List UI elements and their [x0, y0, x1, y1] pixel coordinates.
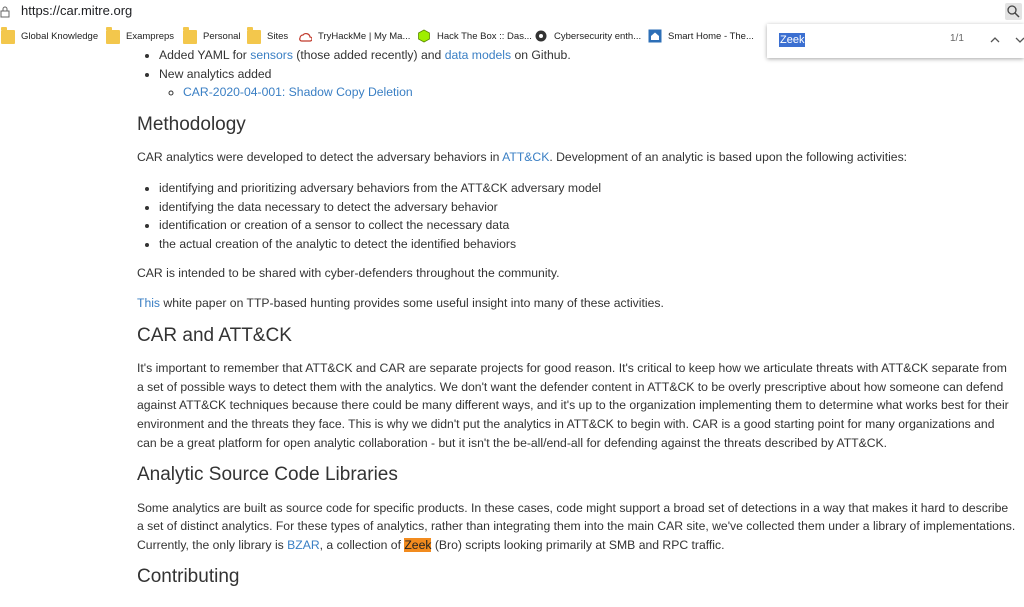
- bookmark-global-knowledge[interactable]: Global Knowledge: [1, 26, 98, 46]
- find-in-page-icon[interactable]: [1005, 3, 1022, 20]
- hackthebox-icon: [417, 29, 431, 43]
- attack-link[interactable]: ATT&CK: [502, 150, 550, 165]
- address-bar[interactable]: [0, 0, 1024, 24]
- data-models-link[interactable]: data models: [444, 48, 512, 62]
- list-item: • identifying the data necessary to detect the adversary behavior: [159, 198, 1017, 217]
- methodology-shared: CAR is intended to be shared with cyber-defenders throughout the community.: [137, 266, 560, 281]
- list-item: • Added YAML for sensors (those added recently) and data models on Github.: [159, 46, 1017, 65]
- bookmark-tryhackme[interactable]: TryHackMe | My Ma...: [298, 26, 410, 46]
- bookmark-smart-home[interactable]: Smart Home - The...: [648, 26, 754, 46]
- folder-icon: [1, 30, 15, 44]
- libraries-heading: Analytic Source Code Libraries: [137, 464, 398, 486]
- bookmark-personal[interactable]: Personal: [183, 26, 241, 46]
- lock-icon: [0, 6, 10, 18]
- list-item: • New analytics added ◦ CAR-2020-04-001: Shadow Copy Deletion: [159, 65, 1017, 102]
- list-item: • identification or creation of a sensor to collect the necessary data: [159, 216, 1017, 235]
- methodology-heading: Methodology: [137, 113, 246, 135]
- methodology-list: [137, 179, 1017, 253]
- white-paper-link[interactable]: This: [137, 295, 161, 310]
- folder-icon: [106, 30, 120, 44]
- list-item: • the actual creation of the analytic to detect the identified behaviors: [159, 235, 1017, 254]
- cybersecurity-icon: [534, 29, 548, 43]
- tryhackme-icon: [298, 29, 312, 43]
- new-analytics-list: [159, 83, 1017, 102]
- bookmark-hackthebox[interactable]: Hack The Box :: Das...: [417, 26, 532, 46]
- car-attack-heading: CAR and ATT&CK: [137, 324, 292, 346]
- bzar-link[interactable]: BZAR: [287, 537, 320, 552]
- methodology-intro: CAR analytics were developed to detect the adversary behaviors in ATT&CK. Development of an analytic is based upon the following activities:: [137, 150, 908, 165]
- bookmark-exampreps[interactable]: Exampreps: [106, 26, 174, 46]
- methodology-paper: This white paper on TTP-based hunting provides some useful insight into many of these activities.: [137, 295, 664, 310]
- recent-updates-list: [137, 46, 1017, 102]
- bookmark-cybersecurity[interactable]: Cybersecurity enth...: [534, 26, 641, 46]
- folder-icon: [247, 30, 261, 44]
- chevron-down-icon[interactable]: [1012, 33, 1024, 47]
- sensors-link[interactable]: sensors: [250, 48, 293, 62]
- contributing-heading: Contributing: [137, 566, 240, 588]
- list-item: • identifying and prioritizing adversary behaviors from the ATT&CK adversary model: [159, 179, 1017, 198]
- folder-icon: [183, 30, 197, 44]
- libraries-body: Some analytics are built as source code for specific products. In these cases, code might support a broad set of detections in a way that makes it hard to describe a set of distinct analytics. For these types of analytics, rather than integrating them into the main CAR site, we've collected them under a library of implementations. Currently, the only library is BZAR, a collection of Zeek (Bro) scripts looking primarily at SMB and RPC traffic.: [137, 500, 1016, 552]
- page-content: [137, 46, 1017, 587]
- car-attack-body: It's important to remember that ATT&CK and CAR are separate projects for good reason. It's critical to keep how we articulate threats with ATT&CK separate from a set of possible ways to detect them with the analytics. We don't want the defender content in ATT&CK to be overly prescriptive about how someone can defend against ATT&CK techniques because there could be many different ways, and it's up to the organization implementing them to determine what works best for their environment and the threats they face. This is why we didn't put the analytics in ATT&CK to begin with. CAR is a good starting point for many organizations and can be a great platform for open analytic collaboration - but it isn't the be-all/end-all for defending against the threats described by ATT&CK.: [137, 361, 1009, 450]
- list-item: [183, 83, 1017, 102]
- find-highlight: Zeek: [404, 537, 432, 552]
- bookmark-sites[interactable]: Sites: [247, 26, 288, 46]
- analytic-link[interactable]: CAR-2020-04-001: Shadow Copy Deletion: [183, 85, 413, 100]
- find-match-count: 1/1: [950, 33, 964, 44]
- home-icon: [648, 29, 662, 43]
- url-text[interactable]: https://car.mitre.org: [21, 3, 133, 18]
- find-input[interactable]: Zeek: [780, 34, 805, 46]
- chevron-up-icon[interactable]: [987, 33, 1003, 47]
